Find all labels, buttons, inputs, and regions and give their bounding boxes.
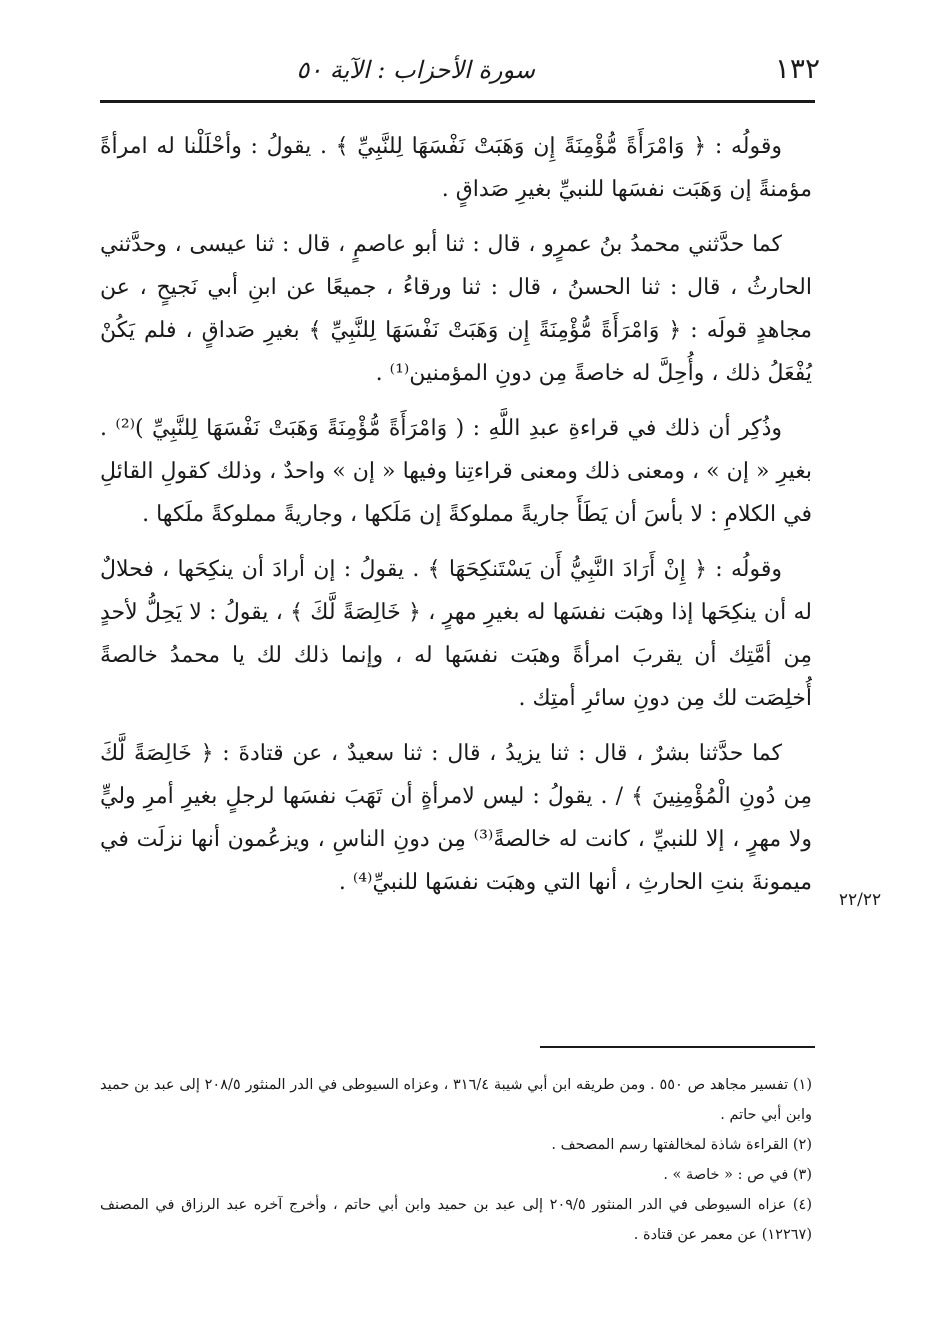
page-number: ١٣٢ bbox=[774, 52, 820, 85]
footnote-3: (٣) في ص : « خاصة » . bbox=[663, 1167, 812, 1183]
running-title: سورة الأحزاب : الآية ٥٠ bbox=[296, 56, 535, 84]
margin-reference: ٢٢/٢٢ bbox=[838, 890, 882, 910]
main-text bbox=[100, 125, 812, 916]
paragraph-4: وقولُه : ﴿ إِنْ أَرَادَ النَّبِيُّ أَن يَسْتَنكِحَهَا ﴾ . يقولُ : إن أرادَ أن ينكِحَها ، فحلالٌ له أن ينكِحَها إذا وهبَت نفسَها له بغيرِ مهرٍ ، ﴿ خَالِصَةً لَّكَ ﴾ ، يقولُ : لا يَحِلُّ لأحدٍ مِن أمَّتِك أن يقربَ امرأةً وهبَت نفسَها له ، وإنما ذلك لك يا محمدُ خالصةً أُخلِصَت لك مِن دونِ سائرِ أمتِك . bbox=[100, 557, 812, 711]
header-rule bbox=[100, 100, 815, 103]
footnote-1: (١) تفسير مجاهد ص ٥٥٠ . ومن طريقه ابن أبي شيبة ٣١٦/٤ ، وعزاه السيوطى في الدر المنثور ٢٠٨/٥ إلى عبد بن حميد وابن أبي حاتم . bbox=[100, 1077, 813, 1123]
paragraph-2: كما حدَّثني محمدُ بنُ عمرٍو ، قال : ثنا أبو عاصمٍ ، قال : ثنا عيسى ، وحدَّثني الحارثُ ، قال : ثنا الحسنُ ، قال : ثنا ورقاءُ ، جميعًا عن ابنِ أبي نَجيحٍ ، عن مجاهدٍ قولَه : ﴿ وَامْرَأَةً مُّؤْمِنَةً إِن وَهَبَتْ نَفْسَهَا لِلنَّبِيِّ ﴾ بغيرِ صَداقٍ ، فلم يَكُنْ يُفْعَلُ ذلك ، وأُحِلَّ له خاصةً مِن دونِ المؤمنين⁽¹⁾ . bbox=[100, 232, 812, 386]
footnotes bbox=[100, 1070, 812, 1250]
paragraph-5: كما حدَّثنا بشرٌ ، قال : ثنا يزيدُ ، قال : ثنا سعيدٌ ، عن قتادةَ : ﴿ خَالِصَةً لَّكَ مِن دُونِ الْمُؤْمِنِينَ ﴾ / . يقولُ : ليس لامرأةٍ أن تَهَبَ نفسَها لرجلٍ بغيرِ أمرِ وليٍّ ولا مهرٍ ، إلا للنبيِّ ، كانت له خالصةً⁽³⁾ مِن دونِ الناسِ ، ويزعُمون أنها نزلَت في ميمونةَ بنتِ الحارثِ ، أنها التي وهبَت نفسَها للنبيِّ⁽⁴⁾ . bbox=[100, 741, 813, 895]
footnote-2: (٢) القراءة شاذة لمخالفتها رسم المصحف . bbox=[551, 1137, 812, 1153]
paragraph-3: وذُكِر أن ذلك في قراءةِ عبدِ اللَّهِ : ( وَامْرَأَةً مُّؤْمِنَةً وَهَبَتْ نَفْسَهَا لِلنَّبِيِّ )⁽²⁾ . بغيرِ « إن » ، ومعنى ذلك ومعنى قراءتِنا وفيها « إن » واحدٌ ، وذلك كقولِ القائلِ في الكلامِ : لا بأسَ أن يَطَأَ جاريةً مملوكةً إن مَلَكها ، وجاريةً مملوكةً ملَكها . bbox=[100, 416, 812, 527]
footnote-rule bbox=[540, 1046, 815, 1048]
footnote-4: (٤) عزاه السيوطى في الدر المنثور ٢٠٩/٥ إلى عبد بن حميد وابن أبي حاتم ، وأخرج آخره عبد الرزاق في المصنف (١٢٢٦٧) عن معمر عن قتادة . bbox=[100, 1197, 812, 1243]
paragraph-1: وقولُه : ﴿ وَامْرَأَةً مُّؤْمِنَةً إِن وَهَبَتْ نَفْسَهَا لِلنَّبِيِّ ﴾ . يقولُ : وأحْلَلْنا له امرأةً مؤمنةً إن وَهَبَت نفسَها للنبيِّ بغيرِ صَداقٍ . bbox=[100, 134, 812, 202]
page-header bbox=[100, 52, 820, 92]
